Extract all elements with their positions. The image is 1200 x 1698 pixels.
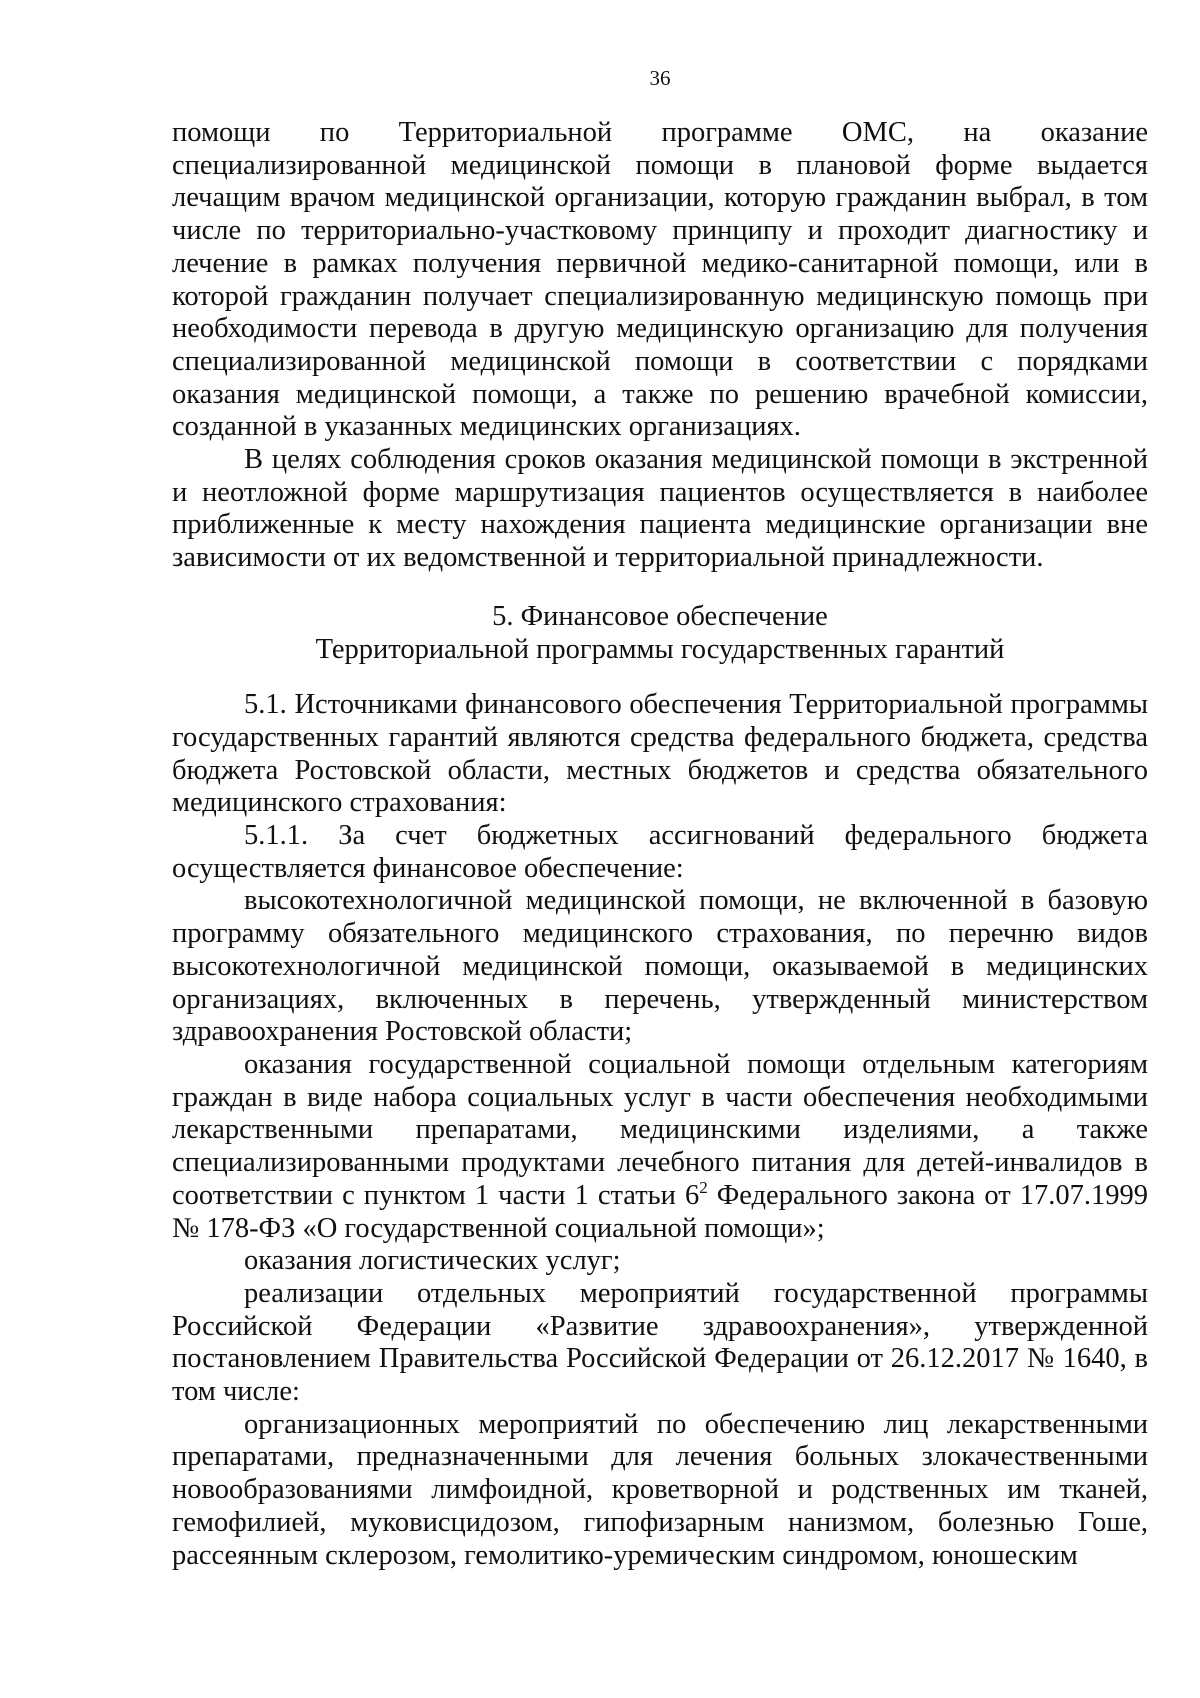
section-heading-line-1: 5. Финансовое обеспечение bbox=[492, 600, 828, 632]
paragraph-social-assistance-text-2: Федерального закона от 17.07.1999 № 178-ФЗ «О государственной социальной помощи»; bbox=[172, 1179, 1148, 1244]
document-page bbox=[172, 0, 1148, 1698]
paragraph-5-1: 5.1. Источниками финансового обеспечения Территориальной программы государственных гарантий являются средства федерального бюджета, средства бюджета Ростовской области, местных бюджетов и средства обязательного медицинского страхования: bbox=[172, 689, 1148, 819]
paragraph-organizational-measures: организационных мероприятий по обеспечению лиц лекарственными препаратами, предназначенными для лечения больных злокачественными новообразованиями лимфоидной, кроветворной и родственных им тканей, гемофилией, муковисцидозом, гипофизарным нанизмом, болезнью Гоше, рассеянным склерозом, гемолитико-уремическим синдромом, юношеским bbox=[172, 1408, 1148, 1571]
paragraph-emergency-routing: В целях соблюдения сроков оказания медицинской помощи в экстренной и неотложной форме маршрутизация пациентов осуществляется в наиболее приближенные к месту нахождения пациента медицинские организации вне зависимости от их ведомственной и территориальной принадлежности. bbox=[172, 444, 1148, 574]
paragraph-state-program: реализации отдельных мероприятий государственной программы Российской Федерации «Развитие здравоохранения», утвержденной постановлением Правительства Российской Федерации от 26.12.2017 № 1640, в том числе: bbox=[172, 1277, 1148, 1408]
page-number: 36 bbox=[649, 66, 671, 90]
section-heading bbox=[172, 601, 1148, 666]
section-heading-line-2: Территориальной программы государственных гарантий bbox=[315, 633, 1005, 665]
paragraph-social-assistance bbox=[172, 1049, 1148, 1245]
paragraph-social-assistance-text-1: оказания государственной социальной помощи отдельным категориям граждан в виде набора социальных услуг в части обеспечения необходимыми лекарственными препаратами, медицинскими изделиями, а также специализированными продуктами лечебного питания для детей-инвалидов в соответствии с пунктом 1 части 1 статьи 6 bbox=[172, 1048, 1148, 1211]
document-body bbox=[172, 117, 1148, 1572]
paragraph-continuation: помощи по Территориальной программе ОМС, на оказание специализированной медицинской помощи в плановой форме выдается лечащим врачом медицинской организации, которую гражданин выбрал, в том числе по территориально-участковому принципу и проходит диагностику и лечение в рамках получения первичной медико-санитарной помощи, или в которой гражданин получает специализированную медицинскую помощь при необходимости перевода в другую медицинскую организацию для получения специализированной медицинской помощи в соответствии с порядками оказания медицинской помощи, а также по решению врачебной комиссии, созданной в указанных медицинских организациях. bbox=[172, 117, 1148, 443]
paragraph-5-1-1: 5.1.1. За счет бюджетных ассигнований федерального бюджета осуществляется финансовое обеспечение: bbox=[172, 820, 1148, 884]
paragraph-high-tech-care: высокотехнологичной медицинской помощи, не включенной в базовую программу обязательного медицинского страхования, по перечню видов высокотехнологичной медицинской помощи, оказываемой в медицинских организациях, включенных в перечень, утвержденный министерством здравоохранения Ростовской области; bbox=[172, 885, 1148, 1048]
statute-superscript: 2 bbox=[699, 1177, 708, 1197]
paragraph-logistics: оказания логистических услуг; bbox=[244, 1245, 621, 1277]
